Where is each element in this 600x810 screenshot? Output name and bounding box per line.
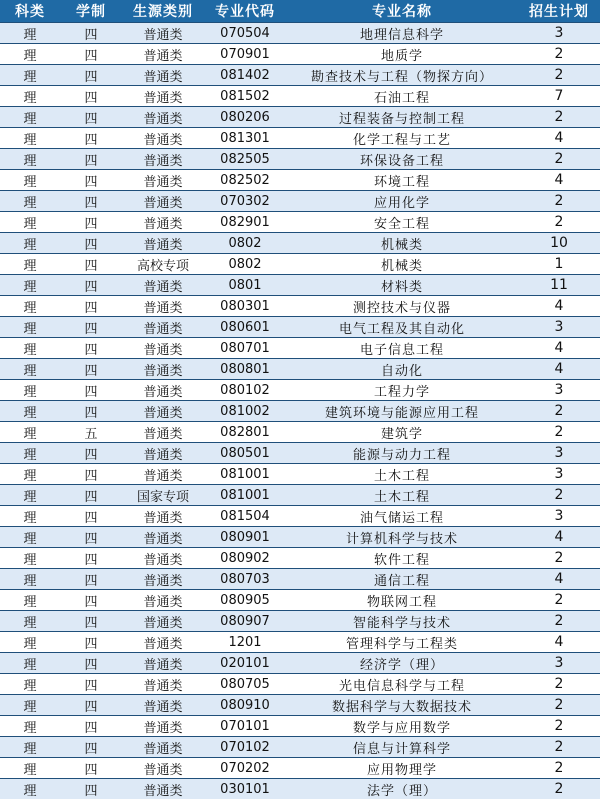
cell-subject-category: 理 [0, 296, 60, 317]
table-row [0, 149, 600, 170]
table-row [0, 632, 600, 653]
cell-enrollment-plan: 4 [518, 128, 600, 149]
cell-duration: 四 [60, 23, 122, 44]
table-row [0, 317, 600, 338]
cell-subject-category: 理 [0, 380, 60, 401]
table-row [0, 590, 600, 611]
cell-enrollment-plan: 2 [518, 212, 600, 233]
cell-student-category: 普通类 [122, 527, 204, 548]
cell-duration: 四 [60, 86, 122, 107]
cell-enrollment-plan: 2 [518, 716, 600, 737]
cell-duration: 四 [60, 674, 122, 695]
cell-subject-category: 理 [0, 737, 60, 758]
cell-duration: 四 [60, 590, 122, 611]
cell-duration: 四 [60, 653, 122, 674]
cell-major-name: 能源与动力工程 [286, 443, 518, 464]
cell-student-category: 普通类 [122, 695, 204, 716]
cell-subject-category: 理 [0, 212, 60, 233]
header-row [0, 0, 600, 23]
table-row [0, 359, 600, 380]
cell-major-name: 安全工程 [286, 212, 518, 233]
table-row [0, 443, 600, 464]
table-row [0, 779, 600, 800]
cell-subject-category: 理 [0, 548, 60, 569]
cell-enrollment-plan: 2 [518, 590, 600, 611]
cell-major-code: 080801 [204, 359, 286, 380]
cell-subject-category: 理 [0, 653, 60, 674]
cell-major-name: 地理信息科学 [286, 23, 518, 44]
cell-enrollment-plan: 2 [518, 611, 600, 632]
cell-student-category: 普通类 [122, 65, 204, 86]
cell-duration: 四 [60, 464, 122, 485]
cell-subject-category: 理 [0, 359, 60, 380]
cell-major-code: 080902 [204, 548, 286, 569]
cell-subject-category: 理 [0, 569, 60, 590]
cell-student-category: 普通类 [122, 191, 204, 212]
table-row [0, 338, 600, 359]
table-header [0, 0, 600, 23]
cell-enrollment-plan: 4 [518, 569, 600, 590]
cell-student-category: 普通类 [122, 107, 204, 128]
cell-enrollment-plan: 10 [518, 233, 600, 254]
cell-duration: 四 [60, 401, 122, 422]
header-enrollment-plan: 招生计划 [518, 0, 600, 23]
cell-major-code: 081502 [204, 86, 286, 107]
table-row [0, 254, 600, 275]
cell-student-category: 普通类 [122, 611, 204, 632]
cell-duration: 四 [60, 611, 122, 632]
cell-major-name: 土木工程 [286, 464, 518, 485]
cell-enrollment-plan: 3 [518, 653, 600, 674]
cell-major-name: 化学工程与工艺 [286, 128, 518, 149]
cell-student-category: 普通类 [122, 359, 204, 380]
cell-duration: 四 [60, 359, 122, 380]
cell-student-category: 普通类 [122, 149, 204, 170]
cell-subject-category: 理 [0, 233, 60, 254]
cell-major-code: 0801 [204, 275, 286, 296]
cell-subject-category: 理 [0, 86, 60, 107]
table-row [0, 674, 600, 695]
table-row [0, 485, 600, 506]
cell-subject-category: 理 [0, 674, 60, 695]
cell-duration: 四 [60, 485, 122, 506]
cell-enrollment-plan: 2 [518, 65, 600, 86]
cell-major-name: 过程装备与控制工程 [286, 107, 518, 128]
cell-duration: 四 [60, 44, 122, 65]
cell-major-name: 应用化学 [286, 191, 518, 212]
cell-student-category: 普通类 [122, 128, 204, 149]
cell-major-code: 081001 [204, 464, 286, 485]
cell-enrollment-plan: 3 [518, 506, 600, 527]
cell-major-name: 法学（理） [286, 779, 518, 800]
cell-major-name: 地质学 [286, 44, 518, 65]
table-body [0, 23, 600, 800]
cell-student-category: 普通类 [122, 464, 204, 485]
cell-enrollment-plan: 2 [518, 779, 600, 800]
cell-enrollment-plan: 2 [518, 191, 600, 212]
cell-student-category: 普通类 [122, 590, 204, 611]
cell-enrollment-plan: 4 [518, 527, 600, 548]
cell-major-code: 082502 [204, 170, 286, 191]
cell-subject-category: 理 [0, 422, 60, 443]
cell-subject-category: 理 [0, 191, 60, 212]
cell-major-code: 081002 [204, 401, 286, 422]
cell-major-code: 082505 [204, 149, 286, 170]
cell-subject-category: 理 [0, 632, 60, 653]
cell-major-name: 信息与计算科学 [286, 737, 518, 758]
cell-major-name: 机械类 [286, 254, 518, 275]
cell-enrollment-plan: 3 [518, 380, 600, 401]
cell-duration: 四 [60, 506, 122, 527]
cell-major-code: 030101 [204, 779, 286, 800]
cell-enrollment-plan: 7 [518, 86, 600, 107]
cell-major-code: 081301 [204, 128, 286, 149]
cell-duration: 四 [60, 233, 122, 254]
cell-major-code: 080905 [204, 590, 286, 611]
cell-major-name: 建筑环境与能源应用工程 [286, 401, 518, 422]
cell-enrollment-plan: 2 [518, 674, 600, 695]
cell-major-code: 082801 [204, 422, 286, 443]
cell-student-category: 普通类 [122, 23, 204, 44]
cell-duration: 四 [60, 758, 122, 779]
cell-major-name: 经济学（理） [286, 653, 518, 674]
cell-major-code: 080910 [204, 695, 286, 716]
cell-student-category: 普通类 [122, 632, 204, 653]
cell-major-code: 080703 [204, 569, 286, 590]
cell-student-category: 普通类 [122, 758, 204, 779]
cell-duration: 四 [60, 317, 122, 338]
cell-duration: 四 [60, 128, 122, 149]
cell-student-category: 普通类 [122, 443, 204, 464]
cell-duration: 四 [60, 443, 122, 464]
cell-duration: 四 [60, 107, 122, 128]
cell-enrollment-plan: 3 [518, 443, 600, 464]
table-row [0, 569, 600, 590]
cell-subject-category: 理 [0, 338, 60, 359]
cell-subject-category: 理 [0, 23, 60, 44]
table-row [0, 737, 600, 758]
table-row [0, 212, 600, 233]
cell-enrollment-plan: 2 [518, 548, 600, 569]
cell-enrollment-plan: 4 [518, 359, 600, 380]
cell-student-category: 普通类 [122, 233, 204, 254]
cell-major-name: 光电信息科学与工程 [286, 674, 518, 695]
cell-duration: 四 [60, 569, 122, 590]
table-row [0, 86, 600, 107]
cell-student-category: 普通类 [122, 506, 204, 527]
cell-subject-category: 理 [0, 506, 60, 527]
cell-major-code: 080907 [204, 611, 286, 632]
table-row [0, 758, 600, 779]
table-row [0, 653, 600, 674]
cell-major-code: 1201 [204, 632, 286, 653]
cell-student-category: 普通类 [122, 401, 204, 422]
cell-duration: 四 [60, 632, 122, 653]
cell-student-category: 普通类 [122, 338, 204, 359]
cell-major-name: 智能科学与技术 [286, 611, 518, 632]
cell-enrollment-plan: 2 [518, 758, 600, 779]
cell-major-code: 070302 [204, 191, 286, 212]
cell-student-category: 普通类 [122, 275, 204, 296]
cell-major-name: 通信工程 [286, 569, 518, 590]
cell-major-code: 080501 [204, 443, 286, 464]
cell-student-category: 普通类 [122, 653, 204, 674]
cell-major-code: 081402 [204, 65, 286, 86]
cell-duration: 四 [60, 716, 122, 737]
cell-student-category: 普通类 [122, 779, 204, 800]
cell-enrollment-plan: 2 [518, 737, 600, 758]
table-row [0, 506, 600, 527]
cell-student-category: 普通类 [122, 317, 204, 338]
cell-student-category: 国家专项 [122, 485, 204, 506]
cell-major-name: 物联网工程 [286, 590, 518, 611]
cell-enrollment-plan: 1 [518, 254, 600, 275]
cell-duration: 四 [60, 65, 122, 86]
table-row [0, 44, 600, 65]
cell-duration: 四 [60, 191, 122, 212]
cell-duration: 四 [60, 296, 122, 317]
cell-duration: 四 [60, 275, 122, 296]
cell-major-name: 环保设备工程 [286, 149, 518, 170]
table-row [0, 716, 600, 737]
header-duration: 学制 [60, 0, 122, 23]
cell-enrollment-plan: 4 [518, 296, 600, 317]
cell-subject-category: 理 [0, 44, 60, 65]
cell-subject-category: 理 [0, 695, 60, 716]
table-row [0, 611, 600, 632]
table-row [0, 548, 600, 569]
cell-subject-category: 理 [0, 275, 60, 296]
cell-major-name: 自动化 [286, 359, 518, 380]
cell-major-name: 油气储运工程 [286, 506, 518, 527]
cell-student-category: 普通类 [122, 212, 204, 233]
cell-enrollment-plan: 4 [518, 170, 600, 191]
cell-major-code: 080901 [204, 527, 286, 548]
cell-enrollment-plan: 2 [518, 695, 600, 716]
cell-enrollment-plan: 2 [518, 44, 600, 65]
cell-major-code: 080102 [204, 380, 286, 401]
cell-duration: 四 [60, 380, 122, 401]
cell-major-code: 080301 [204, 296, 286, 317]
cell-subject-category: 理 [0, 443, 60, 464]
cell-student-category: 普通类 [122, 86, 204, 107]
cell-duration: 四 [60, 149, 122, 170]
cell-student-category: 普通类 [122, 44, 204, 65]
cell-major-name: 数据科学与大数据技术 [286, 695, 518, 716]
cell-major-code: 082901 [204, 212, 286, 233]
table-row [0, 380, 600, 401]
cell-duration: 四 [60, 779, 122, 800]
table-row [0, 128, 600, 149]
cell-duration: 四 [60, 212, 122, 233]
cell-major-name: 软件工程 [286, 548, 518, 569]
cell-major-name: 环境工程 [286, 170, 518, 191]
cell-duration: 四 [60, 338, 122, 359]
cell-major-name: 材料类 [286, 275, 518, 296]
table-row [0, 107, 600, 128]
cell-major-code: 0802 [204, 254, 286, 275]
header-major-name: 专业名称 [286, 0, 518, 23]
cell-student-category: 普通类 [122, 716, 204, 737]
cell-student-category: 普通类 [122, 674, 204, 695]
cell-major-code: 080601 [204, 317, 286, 338]
table-row [0, 527, 600, 548]
cell-duration: 五 [60, 422, 122, 443]
table-row [0, 170, 600, 191]
cell-student-category: 高校专项 [122, 254, 204, 275]
cell-major-code: 0802 [204, 233, 286, 254]
cell-major-name: 测控技术与仪器 [286, 296, 518, 317]
cell-enrollment-plan: 2 [518, 485, 600, 506]
cell-subject-category: 理 [0, 464, 60, 485]
header-major-code: 专业代码 [204, 0, 286, 23]
cell-subject-category: 理 [0, 758, 60, 779]
cell-subject-category: 理 [0, 170, 60, 191]
cell-major-name: 数学与应用数学 [286, 716, 518, 737]
cell-major-code: 080705 [204, 674, 286, 695]
cell-major-code: 070202 [204, 758, 286, 779]
cell-duration: 四 [60, 170, 122, 191]
cell-subject-category: 理 [0, 65, 60, 86]
cell-duration: 四 [60, 548, 122, 569]
cell-major-name: 土木工程 [286, 485, 518, 506]
cell-major-name: 管理科学与工程类 [286, 632, 518, 653]
cell-major-name: 电子信息工程 [286, 338, 518, 359]
cell-major-name: 建筑学 [286, 422, 518, 443]
cell-duration: 四 [60, 254, 122, 275]
cell-enrollment-plan: 2 [518, 107, 600, 128]
cell-enrollment-plan: 3 [518, 23, 600, 44]
table-row [0, 275, 600, 296]
cell-student-category: 普通类 [122, 737, 204, 758]
cell-enrollment-plan: 3 [518, 464, 600, 485]
cell-enrollment-plan: 2 [518, 401, 600, 422]
cell-subject-category: 理 [0, 149, 60, 170]
cell-subject-category: 理 [0, 779, 60, 800]
cell-subject-category: 理 [0, 716, 60, 737]
table-row [0, 401, 600, 422]
cell-subject-category: 理 [0, 401, 60, 422]
cell-enrollment-plan: 3 [518, 317, 600, 338]
header-subject-category: 科类 [0, 0, 60, 23]
table-row [0, 23, 600, 44]
cell-major-code: 081504 [204, 506, 286, 527]
cell-major-code: 020101 [204, 653, 286, 674]
cell-major-code: 080206 [204, 107, 286, 128]
cell-student-category: 普通类 [122, 548, 204, 569]
cell-major-code: 070101 [204, 716, 286, 737]
header-student-category: 生源类别 [122, 0, 204, 23]
table-row [0, 65, 600, 86]
cell-subject-category: 理 [0, 527, 60, 548]
cell-student-category: 普通类 [122, 296, 204, 317]
cell-subject-category: 理 [0, 611, 60, 632]
cell-enrollment-plan: 4 [518, 338, 600, 359]
cell-duration: 四 [60, 737, 122, 758]
table-row [0, 422, 600, 443]
table-row [0, 233, 600, 254]
cell-major-code: 070102 [204, 737, 286, 758]
cell-major-code: 080701 [204, 338, 286, 359]
table-row [0, 464, 600, 485]
cell-major-name: 勘查技术与工程（物探方向） [286, 65, 518, 86]
cell-enrollment-plan: 4 [518, 632, 600, 653]
cell-subject-category: 理 [0, 485, 60, 506]
cell-subject-category: 理 [0, 128, 60, 149]
cell-major-name: 石油工程 [286, 86, 518, 107]
cell-student-category: 普通类 [122, 380, 204, 401]
cell-major-code: 070504 [204, 23, 286, 44]
cell-major-code: 070901 [204, 44, 286, 65]
cell-student-category: 普通类 [122, 569, 204, 590]
cell-subject-category: 理 [0, 317, 60, 338]
cell-student-category: 普通类 [122, 170, 204, 191]
cell-major-name: 计算机科学与技术 [286, 527, 518, 548]
cell-enrollment-plan: 2 [518, 149, 600, 170]
cell-subject-category: 理 [0, 107, 60, 128]
cell-major-name: 应用物理学 [286, 758, 518, 779]
cell-major-code: 081001 [204, 485, 286, 506]
cell-duration: 四 [60, 527, 122, 548]
cell-subject-category: 理 [0, 254, 60, 275]
cell-duration: 四 [60, 695, 122, 716]
cell-subject-category: 理 [0, 590, 60, 611]
cell-major-name: 工程力学 [286, 380, 518, 401]
table-row [0, 296, 600, 317]
cell-student-category: 普通类 [122, 422, 204, 443]
cell-major-name: 机械类 [286, 233, 518, 254]
cell-enrollment-plan: 11 [518, 275, 600, 296]
table-row [0, 191, 600, 212]
table-row [0, 695, 600, 716]
cell-enrollment-plan: 2 [518, 422, 600, 443]
cell-major-name: 电气工程及其自动化 [286, 317, 518, 338]
